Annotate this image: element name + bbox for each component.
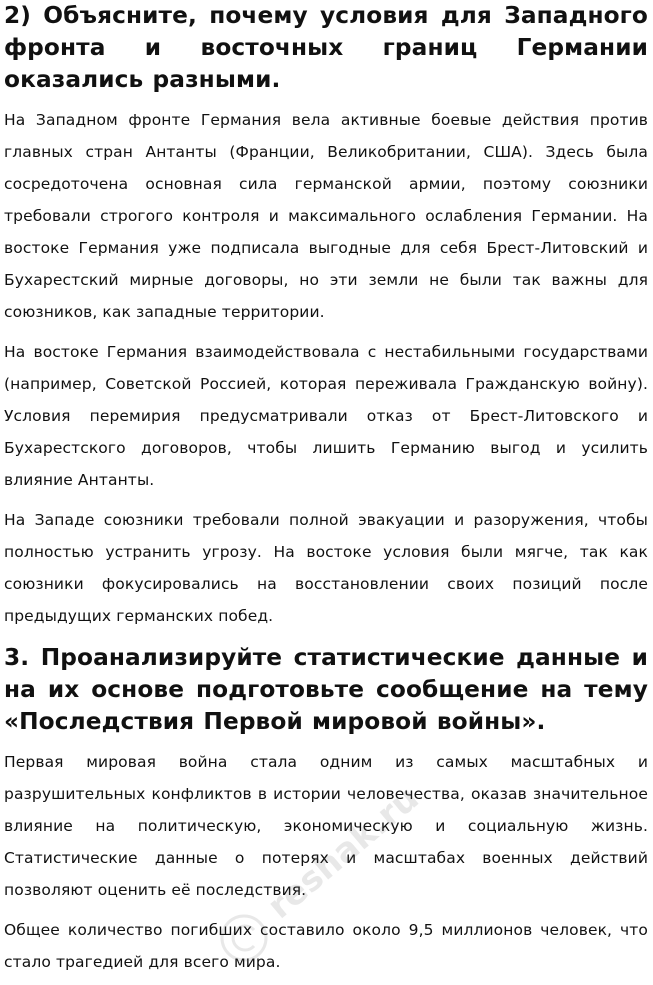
question-3-heading: 3. Проанализируйте статистические данные и на их основе подготовьте сообщение на тему «Последствия Первой мировой войны». [4,644,648,735]
document-page [4,0,648,978]
answer-3-paragraph-1: Первая мировая война стала одним из самых масштабных и разрушительных конфликтов в истории человечества, оказав значительное влияние на политическую, экономическую и социальную жизнь. Статистические данные о потерях и масштабах военных действий позволяют оценить её последствия. [4,753,648,899]
answer-2-paragraph-3: На Западе союзники требовали полной эвакуации и разоружения, чтобы полностью устранить угрозу. На востоке условия были мягче, так как союзники фокусировались на восстановлении своих позиций после предыдущих германских побед. [4,511,648,625]
watermark-text: reshak.ru [260,778,427,927]
answer-3-paragraph-2: Общее количество погибших составило около 9,5 миллионов человек, что стало трагедией для всего мира. [4,921,648,971]
answer-2-paragraph-1: На Западном фронте Германия вела активные боевые действия против главных стран Антанты (Франции, Великобритании, США). Здесь была сосредоточена основная сила германской армии, поэтому союзники требовали строгого контроля и максимального ослабления Германии. На востоке Германия уже подписала выгодные для себя Брест-Литовский и Бухарестский мирные договоры, но эти земли не были так важны для союзников, как западные территории. [4,111,648,321]
answer-2-paragraph-2: На востоке Германия взаимодействовала с нестабильными государствами (например, Советской Россией, которая переживала Гражданскую войну). Условия перемирия предусматривали отказ от Брест-Литовского и Бухарестского договоров, чтобы лишить Германию выгод и усилить влияние Антанты. [4,343,648,489]
question-2-heading: 2) Объясните, почему условия для Западного фронта и восточных границ Германии оказались разными. [4,2,648,93]
